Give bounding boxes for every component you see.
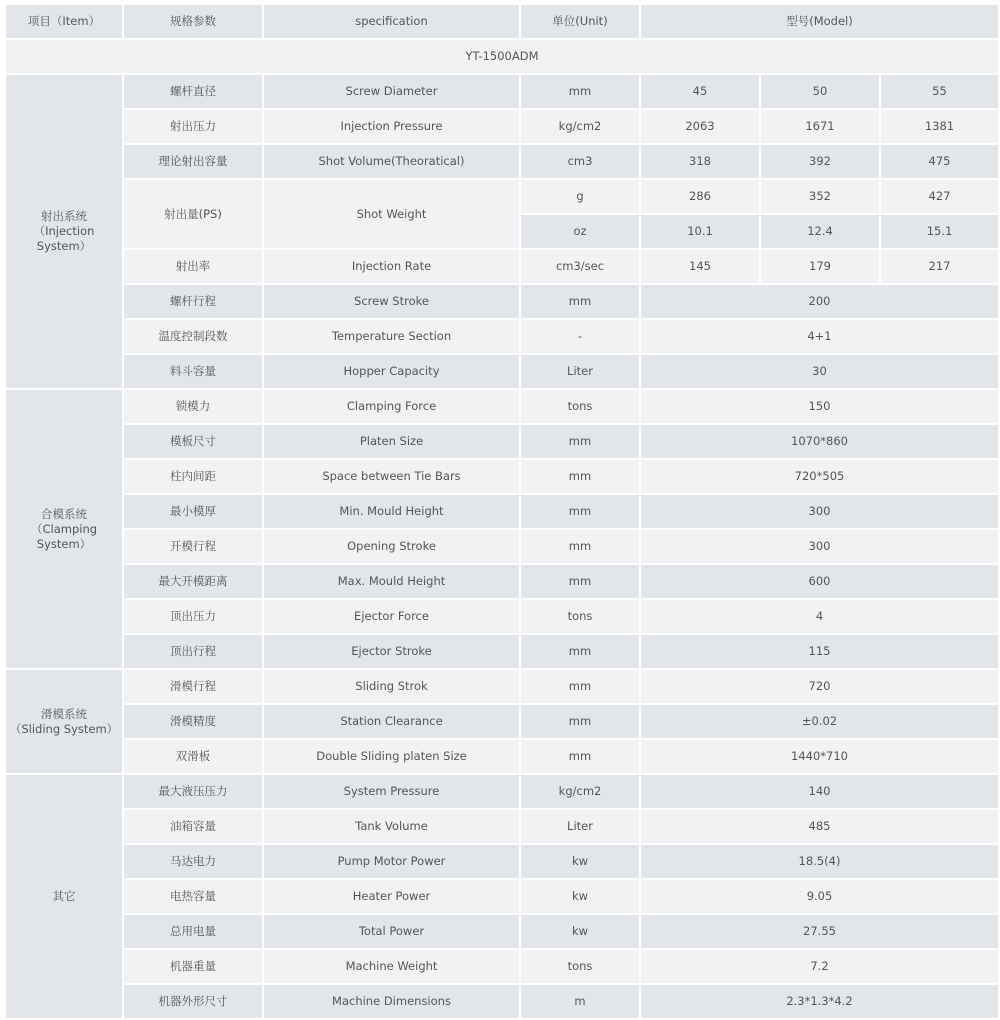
- spec-unit: Liter: [521, 355, 639, 388]
- spec-unit: cm3/sec: [521, 250, 639, 283]
- spec-unit: mm: [521, 565, 639, 598]
- group-label-en: （Clamping System）: [30, 521, 98, 551]
- group-sliding: [6, 670, 122, 773]
- spec-unit: tons: [521, 950, 639, 983]
- spec-cn: 最大开模距离: [124, 565, 262, 598]
- table-row: [6, 600, 998, 633]
- spec-unit: cm3: [521, 145, 639, 178]
- spec-value: 140: [641, 775, 998, 808]
- spec-unit: g: [521, 180, 639, 213]
- spec-value: 4+1: [641, 320, 998, 353]
- spec-unit: mm: [521, 460, 639, 493]
- spec-value: 392: [761, 145, 879, 178]
- spec-unit: -: [521, 320, 639, 353]
- group-label-cn: 其它: [52, 889, 76, 903]
- header-item: 项目（Item）: [6, 5, 122, 38]
- table-row: [6, 985, 998, 1018]
- spec-unit: kw: [521, 915, 639, 948]
- spec-value: 150: [641, 390, 998, 423]
- spec-value: 600: [641, 565, 998, 598]
- spec-en: Machine Weight: [264, 950, 519, 983]
- spec-unit: mm: [521, 740, 639, 773]
- spec-cn: 最小模厚: [124, 495, 262, 528]
- table-row: [6, 915, 998, 948]
- spec-en: System Pressure: [264, 775, 519, 808]
- spec-cn: 理论射出容量: [124, 145, 262, 178]
- spec-unit: mm: [521, 705, 639, 738]
- spec-cn: 料斗容量: [124, 355, 262, 388]
- spec-unit: mm: [521, 75, 639, 108]
- spec-value: 720*505: [641, 460, 998, 493]
- group-injection: [6, 75, 122, 388]
- spec-en: Opening Stroke: [264, 530, 519, 563]
- table-row: [6, 250, 998, 283]
- spec-value: 9.05: [641, 880, 998, 913]
- spec-cn: 锁模力: [124, 390, 262, 423]
- spec-unit: tons: [521, 600, 639, 633]
- table-row: [6, 775, 998, 808]
- spec-value: 2.3*1.3*4.2: [641, 985, 998, 1018]
- group-label-cn: 滑模系统: [41, 706, 87, 721]
- spec-value: 200: [641, 285, 998, 318]
- spec-en: Double Sliding platen Size: [264, 740, 519, 773]
- spec-cn: 滑模精度: [124, 705, 262, 738]
- spec-unit: Liter: [521, 810, 639, 843]
- spec-value: 145: [641, 250, 759, 283]
- spec-en: Heater Power: [264, 880, 519, 913]
- spec-en: Screw Stroke: [264, 285, 519, 318]
- spec-value: 12.4: [761, 215, 879, 248]
- header-spec-en: specification: [264, 5, 519, 38]
- table-row: [6, 880, 998, 913]
- spec-value: 720: [641, 670, 998, 703]
- spec-value: 15.1: [881, 215, 998, 248]
- spec-en: Min. Mould Height: [264, 495, 519, 528]
- spec-cn: 螺杆直径: [124, 75, 262, 108]
- table-row: [6, 530, 998, 563]
- spec-value: 475: [881, 145, 998, 178]
- spec-value: 300: [641, 495, 998, 528]
- table-row: [6, 635, 998, 668]
- spec-cn: 射出压力: [124, 110, 262, 143]
- table-row: [6, 810, 998, 843]
- spec-en: Station Clearance: [264, 705, 519, 738]
- spec-value: 1440*710: [641, 740, 998, 773]
- table-row: [6, 355, 998, 388]
- spec-value: 1671: [761, 110, 879, 143]
- spec-value: 2063: [641, 110, 759, 143]
- spec-value: 27.55: [641, 915, 998, 948]
- table-row: [6, 670, 998, 703]
- table-row: [6, 740, 998, 773]
- spec-unit: mm: [521, 530, 639, 563]
- table-row: [6, 390, 998, 423]
- spec-unit: mm: [521, 285, 639, 318]
- table-row: [6, 460, 998, 493]
- header-row: [6, 5, 998, 38]
- spec-table: [4, 3, 1000, 1020]
- table-row: [6, 145, 998, 178]
- spec-en: Platen Size: [264, 425, 519, 458]
- table-row: [6, 285, 998, 318]
- spec-value: ±0.02: [641, 705, 998, 738]
- spec-cn: 总用电量: [124, 915, 262, 948]
- spec-en: Temperature Section: [264, 320, 519, 353]
- spec-value: 485: [641, 810, 998, 843]
- spec-en: Injection Pressure: [264, 110, 519, 143]
- spec-unit: mm: [521, 425, 639, 458]
- group-label-cn: 合模系统: [41, 506, 87, 521]
- spec-en: Tank Volume: [264, 810, 519, 843]
- table-row: [6, 180, 998, 213]
- spec-value: 45: [641, 75, 759, 108]
- spec-cn: 电热容量: [124, 880, 262, 913]
- spec-value: 18.5(4): [641, 845, 998, 878]
- spec-value: 7.2: [641, 950, 998, 983]
- spec-en: Shot Volume(Theoratical): [264, 145, 519, 178]
- spec-value: 50: [761, 75, 879, 108]
- spec-cn: 双滑板: [124, 740, 262, 773]
- group-other: [6, 775, 122, 1018]
- spec-value: 427: [881, 180, 998, 213]
- spec-en: Space between Tie Bars: [264, 460, 519, 493]
- spec-en: Shot Weight: [264, 180, 519, 248]
- spec-value: 352: [761, 180, 879, 213]
- spec-unit: kw: [521, 845, 639, 878]
- table-row: [6, 845, 998, 878]
- spec-en: Pump Motor Power: [264, 845, 519, 878]
- group-label-en: （Sliding System）: [9, 721, 119, 736]
- spec-en: Max. Mould Height: [264, 565, 519, 598]
- spec-unit: kw: [521, 880, 639, 913]
- table-row: [6, 495, 998, 528]
- spec-cn: 机器重量: [124, 950, 262, 983]
- spec-cn: 开模行程: [124, 530, 262, 563]
- spec-unit: mm: [521, 670, 639, 703]
- spec-unit: mm: [521, 495, 639, 528]
- spec-en: Injection Rate: [264, 250, 519, 283]
- group-label-cn: 射出系统: [41, 209, 87, 223]
- spec-value: 55: [881, 75, 998, 108]
- spec-unit: m: [521, 985, 639, 1018]
- table-row: [6, 425, 998, 458]
- spec-value: 217: [881, 250, 998, 283]
- spec-cn: 射出率: [124, 250, 262, 283]
- spec-cn: 油箱容量: [124, 810, 262, 843]
- spec-cn: 最大液压压力: [124, 775, 262, 808]
- table-row: [6, 950, 998, 983]
- spec-cn: 模板尺寸: [124, 425, 262, 458]
- spec-en: Screw Diameter: [264, 75, 519, 108]
- spec-value: 286: [641, 180, 759, 213]
- spec-cn: 柱内间距: [124, 460, 262, 493]
- header-model: 型号(Model): [641, 5, 998, 38]
- table-row: [6, 110, 998, 143]
- spec-value: 115: [641, 635, 998, 668]
- table-row: [6, 565, 998, 598]
- spec-cn: 温度控制段数: [124, 320, 262, 353]
- model-row: [6, 40, 998, 73]
- spec-cn: 顶出压力: [124, 600, 262, 633]
- spec-value: 1070*860: [641, 425, 998, 458]
- spec-value: 10.1: [641, 215, 759, 248]
- spec-cn: 滑模行程: [124, 670, 262, 703]
- spec-value: 1381: [881, 110, 998, 143]
- table-row: [6, 705, 998, 738]
- spec-value: 4: [641, 600, 998, 633]
- spec-en: Ejector Stroke: [264, 635, 519, 668]
- table-row: [6, 75, 998, 108]
- group-clamping: [6, 390, 122, 668]
- spec-unit: oz: [521, 215, 639, 248]
- spec-en: Clamping Force: [264, 390, 519, 423]
- spec-cn: 射出量(PS): [124, 180, 262, 248]
- table-row: [6, 320, 998, 353]
- spec-value: 30: [641, 355, 998, 388]
- model-name: YT-1500ADM: [6, 40, 998, 73]
- spec-unit: tons: [521, 390, 639, 423]
- group-label-en: （Injection System）: [33, 224, 95, 253]
- spec-unit: mm: [521, 635, 639, 668]
- spec-cn: 顶出行程: [124, 635, 262, 668]
- spec-value: 300: [641, 530, 998, 563]
- spec-cn: 机器外形尺寸: [124, 985, 262, 1018]
- spec-en: Sliding Strok: [264, 670, 519, 703]
- spec-cn: 马达电力: [124, 845, 262, 878]
- spec-en: Machine Dimensions: [264, 985, 519, 1018]
- spec-value: 318: [641, 145, 759, 178]
- header-spec-cn: 规格参数: [124, 5, 262, 38]
- spec-en: Hopper Capacity: [264, 355, 519, 388]
- spec-value: 179: [761, 250, 879, 283]
- spec-en: Total Power: [264, 915, 519, 948]
- spec-en: Ejector Force: [264, 600, 519, 633]
- header-unit: 单位(Unit): [521, 5, 639, 38]
- spec-cn: 螺杆行程: [124, 285, 262, 318]
- spec-unit: kg/cm2: [521, 775, 639, 808]
- spec-unit: kg/cm2: [521, 110, 639, 143]
